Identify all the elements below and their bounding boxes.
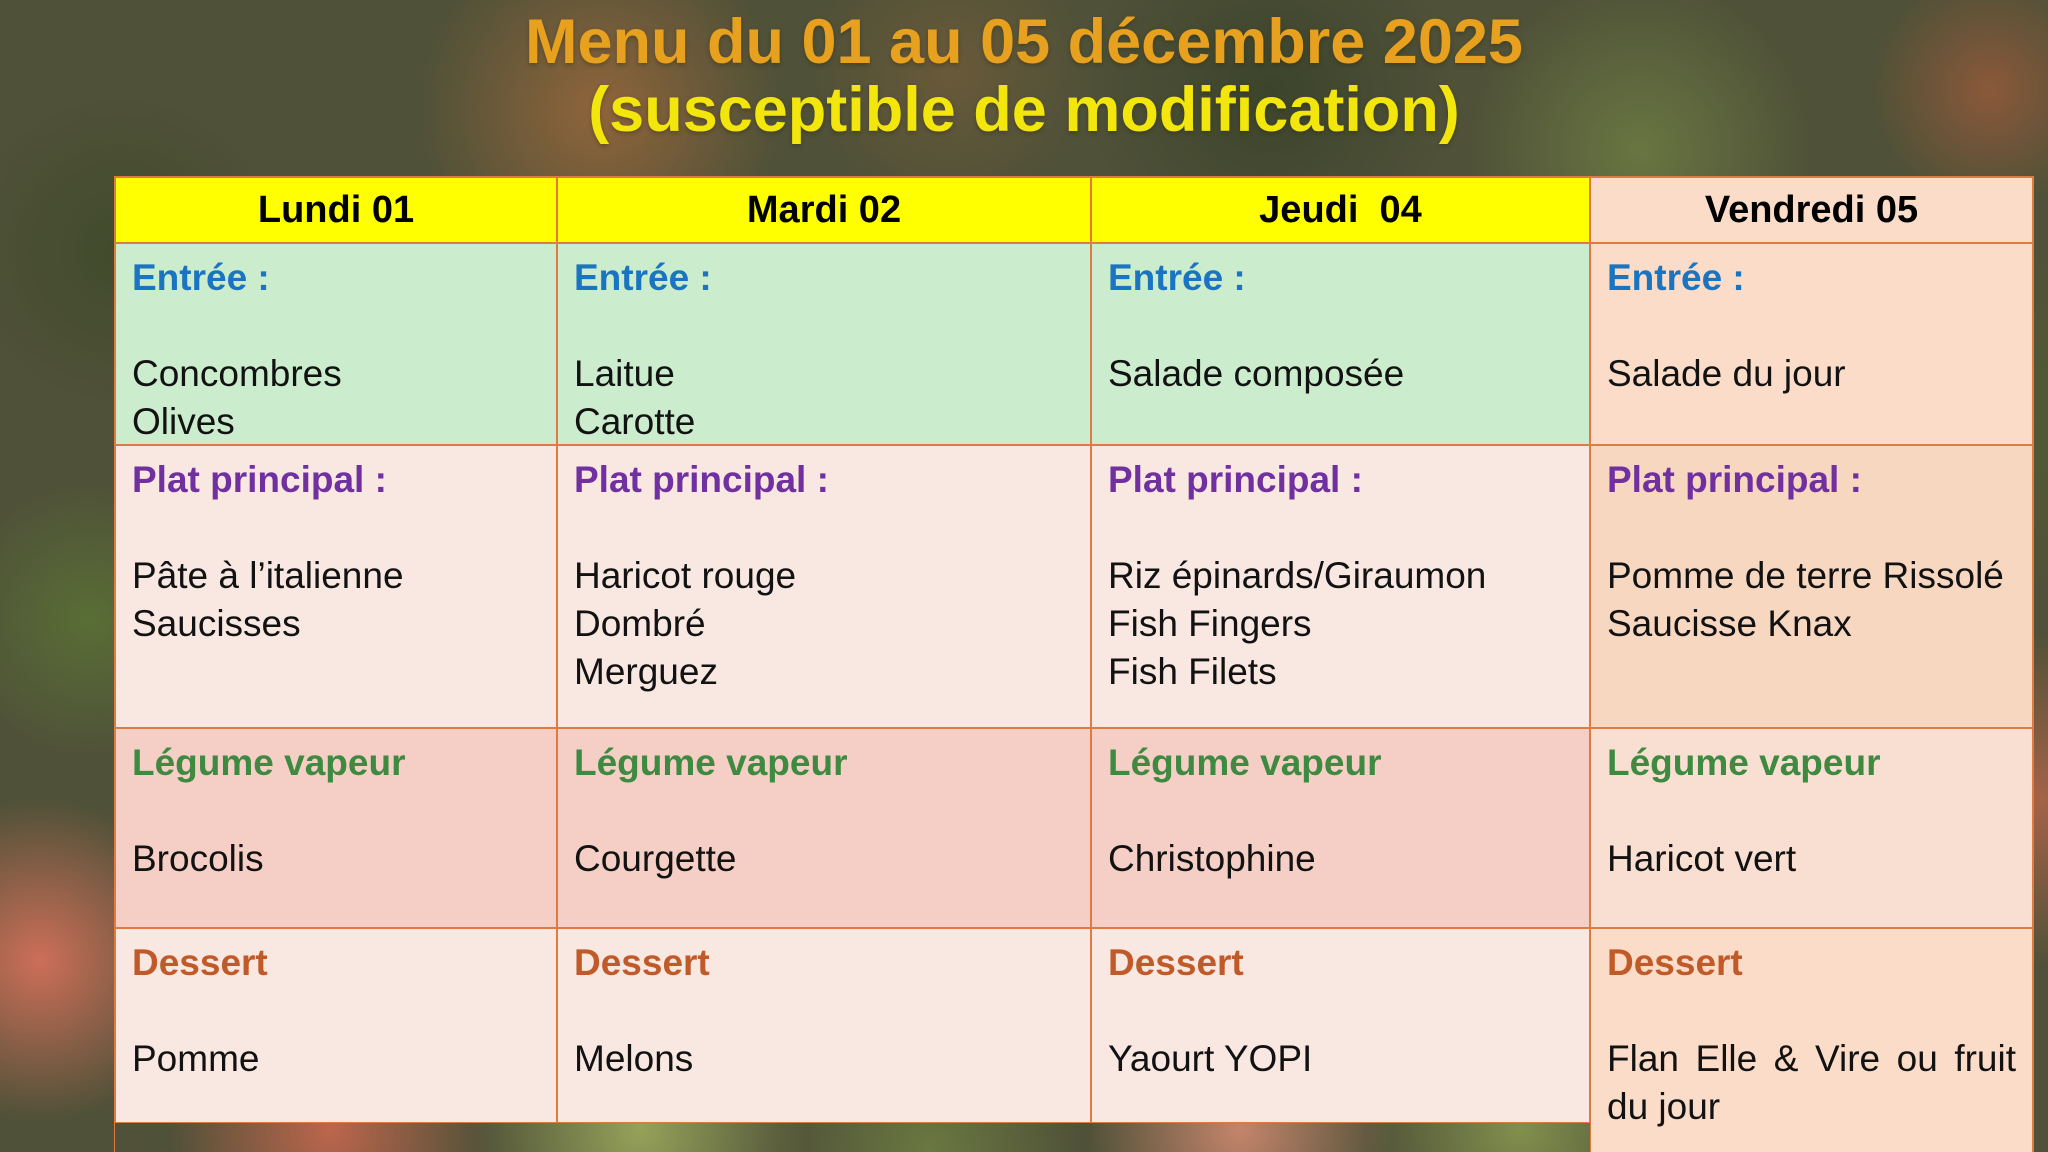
menu-item: Brocolis <box>132 838 264 879</box>
cell-vendredi-legume <box>1590 728 2033 928</box>
day-header-vendredi: Vendredi 05 <box>1590 177 2033 243</box>
day-header-jeudi: Jeudi 04 <box>1091 177 1590 243</box>
menu-table <box>115 177 2033 1152</box>
day-column-lundi <box>115 177 557 1123</box>
menu-item: Haricot vert <box>1607 838 1797 879</box>
category-label: Dessert <box>574 942 710 983</box>
day-column-mardi <box>557 177 1091 1123</box>
cell-vendredi-entree <box>1590 243 2033 445</box>
cell-lundi-plat <box>115 445 557 728</box>
menu-item: Saucisses <box>132 603 301 644</box>
category-label: Dessert <box>1607 942 1743 983</box>
menu-item: Merguez <box>574 651 718 692</box>
title-block <box>0 8 2048 144</box>
day-header-mardi: Mardi 02 <box>557 177 1091 243</box>
menu-item: Pomme de terre Rissolé <box>1607 555 2004 596</box>
menu-item: Laitue <box>574 353 675 394</box>
cell-mardi-dessert <box>557 928 1091 1123</box>
menu-item: Yaourt YOPI <box>1108 1038 1313 1079</box>
cell-lundi-entree <box>115 243 557 445</box>
day-header-lundi: Lundi 01 <box>115 177 557 243</box>
menu-item: Dombré <box>574 603 706 644</box>
category-label: Dessert <box>1108 942 1244 983</box>
category-label: Légume vapeur <box>1108 742 1382 783</box>
category-label: Entrée : <box>574 257 712 298</box>
category-label: Plat principal : <box>1108 459 1363 500</box>
menu-item: Pâte à l’italienne <box>132 555 404 596</box>
category-label: Légume vapeur <box>132 742 406 783</box>
cell-vendredi-dessert <box>1590 928 2033 1152</box>
menu-item: Fish Fingers <box>1108 603 1312 644</box>
cell-jeudi-dessert <box>1091 928 1590 1123</box>
cell-jeudi-legume <box>1091 728 1590 928</box>
cell-vendredi-plat <box>1590 445 2033 728</box>
category-label: Plat principal : <box>574 459 829 500</box>
category-label: Légume vapeur <box>1607 742 1881 783</box>
category-label: Dessert <box>132 942 268 983</box>
menu-item: Saucisse Knax <box>1607 603 1852 644</box>
day-column-jeudi <box>1091 177 1590 1123</box>
page-subtitle: (susceptible de modification) <box>588 75 1460 145</box>
menu-item: Carotte <box>574 401 696 442</box>
cell-mardi-plat <box>557 445 1091 728</box>
cell-mardi-legume <box>557 728 1091 928</box>
category-label: Plat principal : <box>132 459 387 500</box>
category-label: Entrée : <box>132 257 270 298</box>
category-label: Légume vapeur <box>574 742 848 783</box>
menu-item: Haricot rouge <box>574 555 797 596</box>
menu-item: Courgette <box>574 838 737 879</box>
cell-jeudi-entree <box>1091 243 1590 445</box>
day-column-vendredi <box>1590 177 2033 1152</box>
menu-item: Melons <box>574 1038 694 1079</box>
menu-item: Salade composée <box>1108 353 1405 394</box>
menu-item: Concombres <box>132 353 342 394</box>
menu-item: Flan Elle & Vire ou fruit du jour <box>1607 1038 2016 1127</box>
cell-lundi-dessert <box>115 928 557 1123</box>
menu-item: Riz épinards/Giraumon <box>1108 555 1487 596</box>
page-title: Menu du 01 au 05 décembre 2025 <box>525 7 1523 77</box>
menu-item: Salade du jour <box>1607 353 1846 394</box>
menu-item: Fish Filets <box>1108 651 1277 692</box>
category-label: Entrée : <box>1607 257 1745 298</box>
cell-jeudi-plat <box>1091 445 1590 728</box>
menu-item: Olives <box>132 401 235 442</box>
menu-item: Pomme <box>132 1038 260 1079</box>
category-label: Entrée : <box>1108 257 1246 298</box>
category-label: Plat principal : <box>1607 459 1862 500</box>
menu-item: Christophine <box>1108 838 1316 879</box>
cell-mardi-entree <box>557 243 1091 445</box>
cell-lundi-legume <box>115 728 557 928</box>
